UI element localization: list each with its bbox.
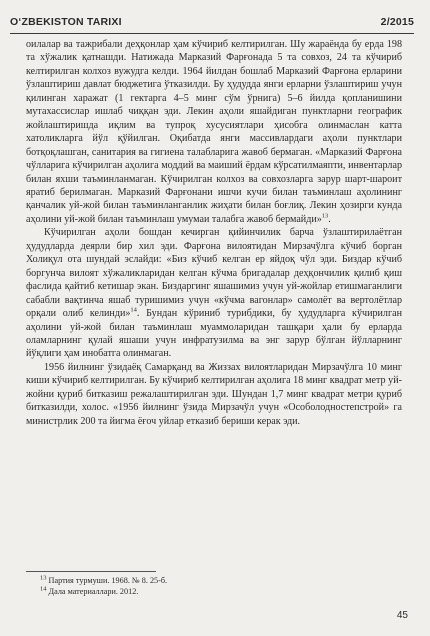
- paragraph-2: Кўчирилган аҳоли бошдан кечирган қийинчилик барча ўзлаштирилаётган ҳудудларда деярли бир хил эди. Фарғона вилоятидан Мирзачўлга кўчиб борган Холиқул ота шундай эслайди: «Биз кўчиб келган ер яйдоқ чўл эди. Биздар кўчиб боргунча вилоят хўжаликларидан келган кўчма бригадалар деҳқончилик қилиб қиш фаслида қайтиб кетишар экан. Биздаргинг яшашимиз учун уй-жойлар етишмаганлиги сабабли вақтинча яшаб туришимиз учун «кўчма вагонлар» самолёт ва вертолётлар орқали олиб келинди»$^{14}$. Бундан кўриниб турибдики, бу ҳудудларга кўчирилган аҳолини уй-жой билан таъминлаш муаммоларидан ташқари ҳали бу ерларда оламларнинг қулай яшаши учун инфратузилма ва энг зарур бўлган йўлларнинг йўқлиги ҳам инобатга олинмаган.: [26, 227, 402, 360]
- header-rule: [10, 33, 414, 34]
- article-body: [26, 38, 402, 428]
- journal-title: O‘ZBEKISTON TARIXI: [10, 16, 122, 28]
- footnotes: [40, 575, 167, 597]
- running-header: [10, 14, 414, 32]
- footnote-text: Дала материаллари. 2012.: [48, 587, 139, 596]
- paragraph-1-text: оилалар ва тажрибали деҳқонлар ҳам кўчириб келтирилган. Шу жараёнда бу ерда 198 та хўжалик қатнашди. Натижада Марказий Фарғонада 5 та совхоз, 24 та кўчириб келтирилган колхоз вужудга келди. 1964 йилдан бошлаб Марказий Фарғона ерларини ўзлаштириш давлат бюджетига ўтказилди. Бу ҳудудда янги ерларни ўзлаштириш учун қилинган харажат (1 гектарга 4–5 минг сўм ўрнига) 5–6 йилда қопланишини мутахассислар ишлаб чиққан эди. Лекин аҳоли яшайдиган пунктларни географик жойлаштиришда иқлим ва тупроқ хусусиятлари ҳисобга олинмаслан катта хатоликларга йўл қўйилган. Оқибатда янги массивлардаги аҳоли пунктлари ботқоқлашган, санитария ва гигиена талабларига жавоб бермаган. «Марказий Фарғона чўлларига кўчирилган аҳолига моддий ва маиший ёрдам кўрсатилмаяпти, инвентарлар билан яхши таъминланмаган. Кўчирилган колхоз ва совхозларга зарур шарт-шароит яратиб берилмаган. Марказий Фарғонани ишчи кучи билан таъминлаш аҳолининг қанчалик уй-жой билан таъминланганлик жиҳати билан боғлиқ. Лекин ҳозирги кунда аҳолини уй-жой билан таъминлаш умумаи талабга жавоб бермайди»: [26, 39, 402, 225]
- paragraph-1: оилалар ва тажрибали деҳқонлар ҳам кўчириб келтирилган. Шу жараёнда бу ерда 198 та хўжалик қатнашди. Натижада Марказий Фарғонада 5 та совхоз, 24 та кўчириб келтирилган колхоз вужудга келди. 1964 йилдан бошлаб Марказий Фарғона ерларини ўзлаштириш давлат бюджетига ўтказилди. Бу ҳудудда янги ерларни ўзлаштириш учун қилинган харажат (1 гектарга 4–5 минг сўм ўрнига) 5–6 йилда қопланишини мутахассислар ишлаб чиққан эди. Лекин аҳоли яшайдиган пунктларни географик жойлаштиришда иқлим ва тупроқ хусусиятлари ҳисобга олинмаслан катта хатоликларга йўл қўйилган. Оқибатда янги массивлардаги аҳоли пунктлари ботқоқлашган, санитария ва гигиена талабларига жавоб бермаган. «Марказий Фарғона чўлларига кўчирилган аҳолига моддий ва маиший ёрдам кўрсатилмаяпти, инвентарлар билан яхши таъминланмаган. Кўчирилган колхоз ва совхозларга зарур шарт-шароит яратиб берилмаган. Марказий Фарғонани ишчи кучи билан таъминлаш аҳолининг қанчалик уй-жой билан таъминланганлик жиҳати билан боғлиқ. Лекин ҳозирги кунда аҳолини уй-жой билан таъминлаш умумаи талабга жавоб бермайди»$^{13}$.: [26, 39, 402, 225]
- footnote-text: Партия турмуши. 1968. № 8. 25-б.: [48, 576, 168, 585]
- footnote-ref-14: 14: [130, 306, 137, 314]
- paragraph-2-continuation: Бундан кўриниб турибдики, бу ҳудудларга кўчирилган аҳолини уй-жой билан таъминлаш муаммоларидан ташқари ҳали бу ерларда оламларнинг қулай яшаши учун инфратузилма ва энг зарур бўлган йўлларнинг йўқлиги ҳам инобатга олинмаган.: [26, 308, 402, 360]
- footnote-rule: [26, 571, 156, 572]
- footnote-mark: 14: [40, 585, 47, 593]
- paragraph-2-text: Кўчирилган аҳоли бошдан кечирган қийинчилик барча ўзлаштирилаётган ҳудудларда деярли бир хил эди. Фарғона вилоятидан Мирзачўлга кўчиб борган Холиқул ота шундай эслайди: «Биз кўчиб келган ер яйдоқ чўл эди. Биздар кўчиб боргунча вилоят хўжаликларидан келган кўчма бригадалар деҳқончилик қилиб қиш фаслида қайтиб кетишар экан. Биздаргинг яшашимиз учун уй-жойлар етишмаганлиги сабабли вақтинча яшаб туришимиз учун «кўчма вагонлар» самолёт ва вертолётлар орқали олиб келинди»: [26, 227, 402, 320]
- footnote-item: [40, 575, 167, 586]
- footnote-ref-13: 13: [321, 212, 329, 220]
- footnote-item: [40, 586, 167, 597]
- issue-number: 2/2015: [380, 16, 414, 28]
- page-number: 45: [396, 610, 408, 621]
- paragraph-3: 1956 йилнинг ўзидаёқ Самарқанд ва Жиззах вилоятларидан Мирзачўлга 10 минг киши кўчириб келтирилган. Бу кўчириб келтирилган аҳолига 18 минг квадрат метр уй-жойни қуриб битказиш режалаштирилган эди. Шундан 1,7 минг квадрат метри қуриб битказилди, холос. «1956 йилнинг ўзида Мирзачўл учун «Особолодностепстрой» га министрлик 200 та йигма ёғоч уйлар етказиб бериши керак эди.: [26, 361, 402, 427]
- footnote-mark: 13: [40, 574, 47, 582]
